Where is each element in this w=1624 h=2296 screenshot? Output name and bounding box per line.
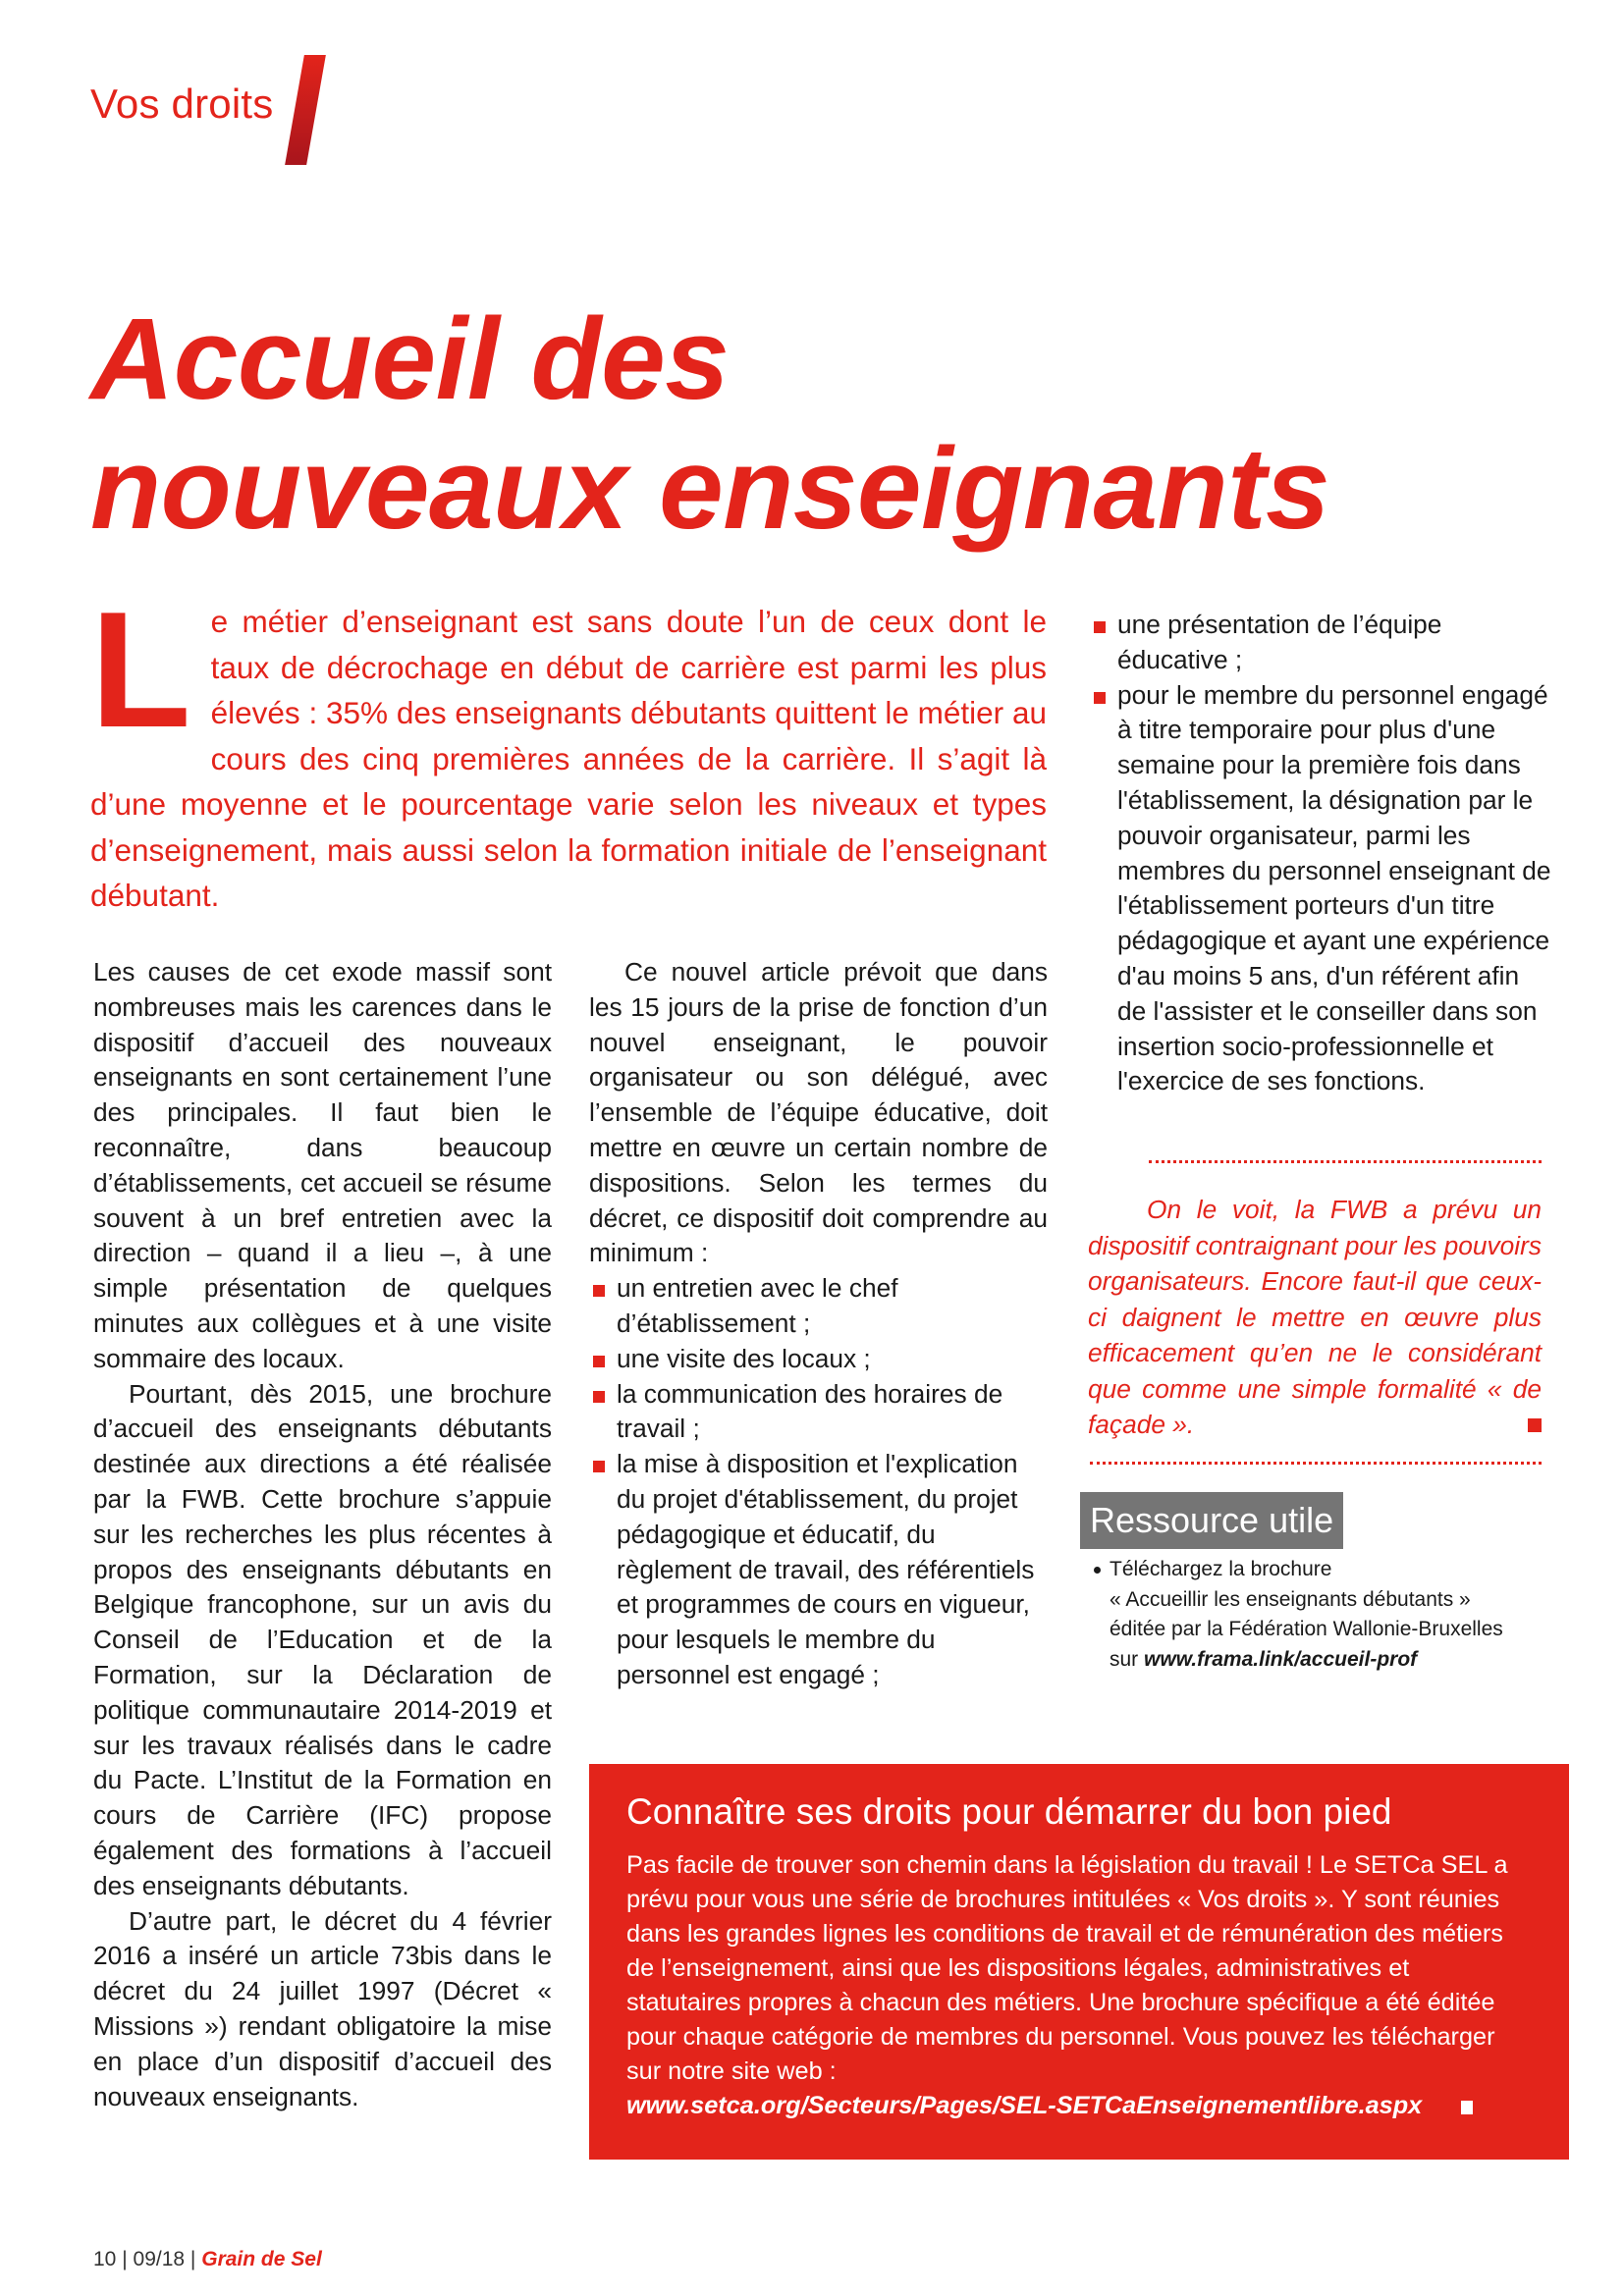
paragraph: D’autre part, le décret du 4 février 2016 a inséré un article 73bis dans le décret du 24 juillet 1997 (Décret « Missions ») rendant obligatoire la mise en place d’un dispositif d’accueil des nouveaux enseignants. <box>93 1905 552 2111</box>
list-item: une visite des locaux ; <box>589 1342 1048 1377</box>
square-bullet-icon <box>1094 692 1106 704</box>
bullet-dot-icon <box>1094 1567 1101 1574</box>
title-line-1: Accueil des <box>90 294 730 424</box>
square-bullet-icon <box>593 1285 605 1297</box>
resource-link[interactable]: www.frama.link/accueil-prof <box>1144 1647 1418 1671</box>
title-line-2: nouveaux enseignants <box>90 424 1330 554</box>
page-title <box>90 294 1563 554</box>
body-column-3 <box>1090 608 1551 1099</box>
issue-date: 09/18 <box>133 2248 186 2270</box>
end-square-icon <box>1461 2101 1473 2114</box>
list-item: la mise à disposition et l'explication du projet d'établissement, du projet pédagogique et éducatif, du règlement de travail, des référentiels et programmes de cours en vigueur, pour lesquels le membre du personnel est engagé ; <box>589 1447 1048 1693</box>
paragraph: Les causes de cet exode massif sont nombreuses mais les carences dans le dispositif d’accueil des nouveaux enseignants en sont certainement l’une des principales. Il faut bien le reconnaître, dans beaucoup d’établissements, cet accueil se résume souvent à un bref entretien avec la direction – quand il a lieu –, à une simple présentation de quelques minutes aux collègues et à une visite sommaire des locaux. <box>93 957 552 1373</box>
pull-quote <box>1088 1192 1542 1443</box>
resource-heading: Ressource utile <box>1080 1492 1343 1549</box>
square-bullet-icon <box>593 1461 605 1472</box>
square-bullet-icon <box>593 1356 605 1367</box>
magazine-name: Grain de Sel <box>201 2248 322 2270</box>
quote-text: On le voit, la FWB a prévu un dispositif contraignant pour les pouvoirs organisateurs. Encore faut-il que ceux-ci daignent le mettre en œuvre plus efficacement qu’en ne le considérant que comme une simple formalité « de façade ». <box>1088 1195 1542 1439</box>
dotted-divider <box>1090 1462 1542 1465</box>
info-box-title: Connaître ses droits pour démarrer du bon pied <box>626 1791 1392 1832</box>
page-footer: 10 | 09/18 | Grain de Sel <box>93 2248 322 2270</box>
body-column-1 <box>93 955 552 2114</box>
list-item: une présentation de l’équipe éducative ; <box>1090 608 1551 678</box>
square-bullet-icon <box>593 1391 605 1403</box>
dispositions-list <box>589 1271 1048 1693</box>
dispositions-list-continued <box>1090 608 1551 1099</box>
lead-paragraph <box>90 577 1047 919</box>
page-number: 10 <box>93 2248 117 2270</box>
setca-link[interactable]: www.setca.org/Secteurs/Pages/SEL-SETCaEnseignementlibre.aspx <box>626 2092 1423 2119</box>
rights-info-box <box>589 1764 1569 2160</box>
drop-cap: L <box>90 577 191 762</box>
dotted-divider <box>1149 1160 1542 1163</box>
end-square-icon <box>1528 1418 1542 1432</box>
list-item: pour le membre du personnel engagé à titre temporaire pour plus d'une semaine pour la première fois dans l'établissement, la désignation par le pouvoir organisateur, parmi les membres du personnel enseignant de l'établissement porteurs d'un titre pédagogique et ayant une expérience d'au moins 5 ans, d'un référent afin de l'assister et le conseiller dans son insertion socio-professionnelle et l'exercice de ses fonctions. <box>1090 678 1551 1100</box>
list-item: un entretien avec le chef d’établissement ; <box>589 1271 1048 1342</box>
paragraph: Pourtant, dès 2015, une brochure d’accueil des enseignants débutants destinée aux directions a été réalisée par la FWB. Cette brochure s’appuie sur les recherches les plus récentes à propos des enseignants débutants en Belgique francophone, sur un avis du Conseil de l’Education et de la Formation, sur la Déclaration de politique communautaire 2014-2019 et sur les travaux réalisés dans le cadre du Pacte. L’Institut de la Formation en cours de Carrière (IFC) propose également des formations à l’accueil des enseignants débutants. <box>93 1378 552 1900</box>
resource-item: Téléchargez la brochure « Accueillir les enseignants débutants » éditée par la Fédération Wallonie-Bruxelles sur www.frama.link/accueil-prof <box>1110 1555 1571 1675</box>
square-bullet-icon <box>1094 621 1106 633</box>
section-label: Vos droits <box>90 80 274 127</box>
lead-text: e métier d’enseignant est sans doute l’un de ceux dont le taux de décrochage en début de carrière est parmi les plus élevés : 35% des enseignants débutants quittent le métier au cours des cinq premières années de la carrière. Il s’agit là d’une moyenne et le pourcentage varie selon les niveaux et types d’enseignement, mais aussi selon la formation initiale de l’enseignant débutant. <box>90 604 1047 913</box>
section-slash-decoration <box>285 55 326 165</box>
paragraph: Ce nouvel article prévoit que dans les 15 jours de la prise de fonction d’un nouvel enseignant, le pouvoir organisateur ou son délégué, avec l’ensemble de l’équipe éducative, doit mettre en œuvre un certain nombre de dispositions. Selon les termes du décret, ce dispositif doit comprendre au minimum : <box>589 957 1048 1268</box>
list-item: la communication des horaires de travail ; <box>589 1377 1048 1448</box>
info-box-text: Pas facile de trouver son chemin dans la législation du travail ! Le SETCa SEL a prévu pour vous une série de brochures intitulées « Vos droits ». Y sont réunies dans les grandes lignes les conditions de travail et de rémunération des métiers de l’enseignement, ainsi que les dispositions légales, administratives et statutaires propres à chacun des métiers. Une brochure spécifique a été éditée pour chaque catégorie de membres du personnel. Vous pouvez les télécharger sur notre site web : www.setca.org/Secteurs/Pages/SEL-SETCaEnseignementlibre.aspx <box>626 1851 1508 2119</box>
body-column-2 <box>589 955 1048 1693</box>
